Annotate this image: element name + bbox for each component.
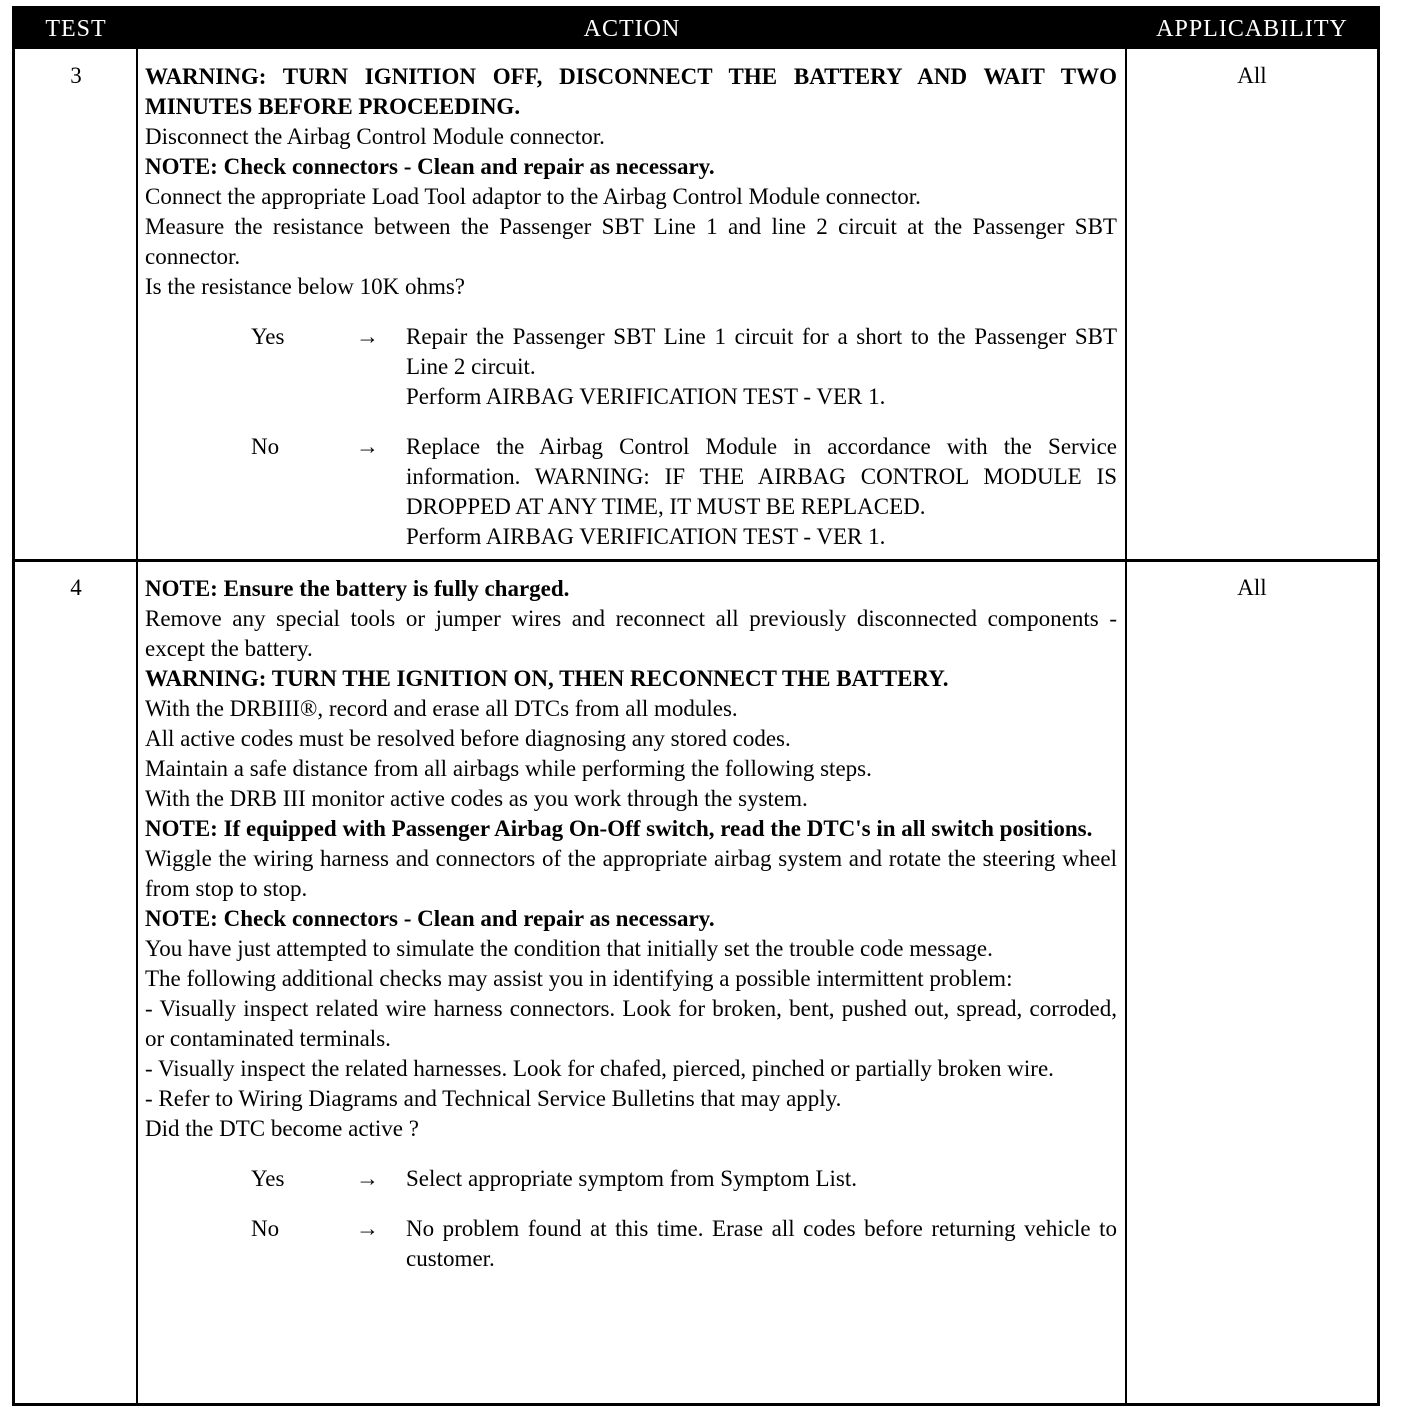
response-text bbox=[406, 1214, 1117, 1274]
action-cell bbox=[145, 62, 1117, 552]
applicability-value: All bbox=[1237, 575, 1267, 600]
response-line: Perform AIRBAG VERIFICATION TEST - VER 1. bbox=[406, 524, 886, 549]
response-answer: No bbox=[251, 434, 280, 459]
arrow-icon: → bbox=[356, 1166, 379, 1191]
action-line: - Visually inspect related wire harness connectors. Look for broken, bent, pushed out, spread, corroded, or contaminated terminals. bbox=[145, 996, 1117, 1051]
action-line: NOTE: If equipped with Passenger Airbag On-Off switch, read the DTC's in all switch positions. bbox=[145, 816, 1093, 841]
column-divider bbox=[1125, 49, 1127, 1403]
action-line: Measure the resistance between the Passenger SBT Line 1 and line 2 circuit at the Passenger SBT connector. bbox=[145, 214, 1117, 269]
action-line: Maintain a safe distance from all airbags while performing the following steps. bbox=[145, 756, 872, 781]
header-test: TEST bbox=[15, 9, 137, 49]
response-line: Perform AIRBAG VERIFICATION TEST - VER 1. bbox=[406, 384, 886, 409]
response-line: No problem found at this time. Erase all codes before returning vehicle to customer. bbox=[406, 1216, 1117, 1271]
action-line: The following additional checks may assist you in identifying a possible intermittent problem: bbox=[145, 966, 1013, 991]
test-number: 3 bbox=[70, 63, 82, 88]
diagnostic-table bbox=[12, 6, 1380, 1406]
action-cell bbox=[145, 574, 1117, 1274]
action-line: NOTE: Check connectors - Clean and repair as necessary. bbox=[145, 906, 715, 931]
row-divider bbox=[15, 559, 1377, 562]
action-line: With the DRBIII®, record and erase all DTCs from all modules. bbox=[145, 696, 738, 721]
action-line: WARNING: TURN IGNITION OFF, DISCONNECT THE BATTERY AND WAIT TWO MINUTES BEFORE PROCEEDING. bbox=[145, 64, 1117, 119]
arrow-icon: → bbox=[356, 324, 379, 349]
response-no bbox=[145, 432, 1117, 552]
arrow-icon: → bbox=[356, 434, 379, 459]
response-answer: Yes bbox=[251, 1166, 285, 1191]
header-action: ACTION bbox=[137, 9, 1127, 49]
response-text bbox=[406, 1164, 1117, 1194]
response-line: Select appropriate symptom from Symptom List. bbox=[406, 1166, 857, 1191]
action-line: You have just attempted to simulate the condition that initially set the trouble code message. bbox=[145, 936, 993, 961]
arrow-icon: → bbox=[356, 1216, 379, 1241]
test-number: 4 bbox=[70, 575, 82, 600]
response-yes bbox=[145, 1164, 1117, 1194]
action-line: Did the DTC become active ? bbox=[145, 1116, 419, 1141]
action-line: NOTE: Check connectors - Clean and repair as necessary. bbox=[145, 154, 715, 179]
header-applicability: APPLICABILITY bbox=[1127, 9, 1377, 49]
response-text bbox=[406, 322, 1117, 412]
action-line: NOTE: Ensure the battery is fully charged. bbox=[145, 576, 570, 601]
action-line: Wiggle the wiring harness and connectors of the appropriate airbag system and rotate the steering wheel from stop to stop. bbox=[145, 846, 1117, 901]
action-line: - Refer to Wiring Diagrams and Technical Service Bulletins that may apply. bbox=[145, 1086, 842, 1111]
action-line: Remove any special tools or jumper wires and reconnect all previously disconnected components - except the battery. bbox=[145, 606, 1117, 661]
response-no bbox=[145, 1214, 1117, 1274]
response-answer: No bbox=[251, 1216, 280, 1241]
action-line: Disconnect the Airbag Control Module connector. bbox=[145, 124, 605, 149]
action-line: With the DRB III monitor active codes as you work through the system. bbox=[145, 786, 808, 811]
action-line: Connect the appropriate Load Tool adaptor to the Airbag Control Module connector. bbox=[145, 184, 921, 209]
action-line: Is the resistance below 10K ohms? bbox=[145, 274, 466, 299]
action-line: WARNING: TURN THE IGNITION ON, THEN RECONNECT THE BATTERY. bbox=[145, 666, 949, 691]
action-line: - Visually inspect the related harnesses. Look for chafed, pierced, pinched or partially broken wire. bbox=[145, 1056, 1054, 1081]
response-answer: Yes bbox=[251, 324, 285, 349]
action-line: All active codes must be resolved before diagnosing any stored codes. bbox=[145, 726, 791, 751]
column-divider bbox=[136, 49, 138, 1403]
applicability-value: All bbox=[1237, 63, 1267, 88]
response-yes bbox=[145, 322, 1117, 412]
response-line: Replace the Airbag Control Module in accordance with the Service information. WARNING: IF THE AIRBAG CONTROL MODULE IS DROPPED AT ANY TIME, IT MUST BE REPLACED. bbox=[406, 434, 1117, 519]
response-text bbox=[406, 432, 1117, 552]
response-line: Repair the Passenger SBT Line 1 circuit for a short to the Passenger SBT Line 2 circuit. bbox=[406, 324, 1117, 379]
